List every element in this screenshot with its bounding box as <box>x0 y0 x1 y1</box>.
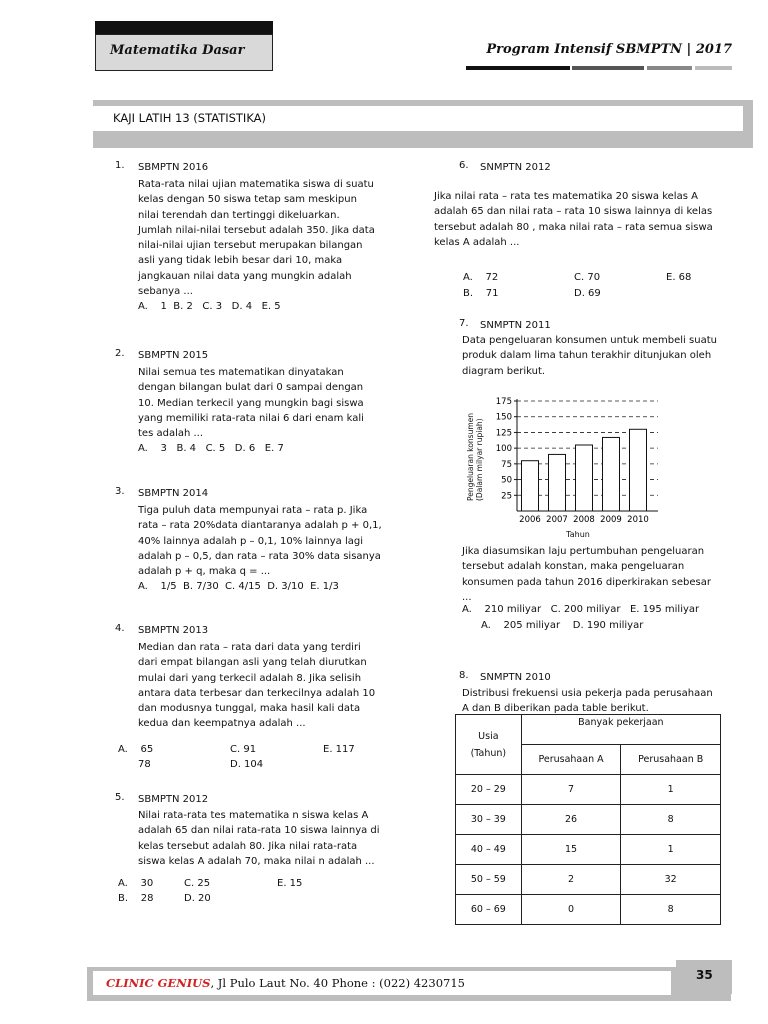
question-number: 7. <box>459 318 469 329</box>
chart-bars <box>522 429 647 511</box>
section-title: KAJI LATIH 13 (STATISTIKA) <box>113 111 267 125</box>
header-label-box <box>95 34 273 71</box>
header-usia: Usia <box>478 730 499 742</box>
answer-options: A. 205 miliyar D. 190 miliyar <box>481 620 644 631</box>
text-line: kelas dengan 50 siswa tetap sam meskipun <box>138 194 357 206</box>
text-line: antara data terbesar dan terkecilnya adalah 10 <box>138 687 376 699</box>
text-line: dengan bilangan bulat dari 0 sampai dengan <box>138 382 364 394</box>
option-e: E. 117 <box>323 744 355 755</box>
text-line: diagram berikut. <box>462 365 546 377</box>
question-source: SBMPTN 2014 <box>138 488 209 499</box>
option-c: C. 25 <box>184 878 211 889</box>
text-line: kelas A adalah ... <box>434 236 520 248</box>
text-line: Data pengeluaran konsumen untuk membeli suatu <box>462 335 717 346</box>
answer-options: A. 1/5 B. 7/30 C. 4/15 D. 3/10 E. 1/3 <box>138 581 339 593</box>
table-header-group: Banyak pekerjaan <box>521 715 720 745</box>
table-row <box>456 805 721 835</box>
cell-a: 15 <box>521 835 621 865</box>
text-line: Rata-rata nilai ujian matematika siswa di suatu <box>138 179 374 190</box>
question-5-text <box>138 808 400 869</box>
header-stripe <box>466 66 570 70</box>
cell-a: 0 <box>521 895 621 925</box>
option-b: B. 28 <box>118 893 154 904</box>
question-source: SNMPTN 2011 <box>480 320 551 331</box>
bar-2006 <box>522 461 539 511</box>
text-line: Distribusi frekuensi usia pekerja pada perusahaan <box>462 688 713 699</box>
x-tick-label: 2006 <box>519 515 541 525</box>
cell-b: 32 <box>621 865 721 895</box>
question-8-text <box>462 686 737 717</box>
cell-a: 26 <box>521 805 621 835</box>
question-2-text <box>138 365 398 457</box>
y-tick-label: 25 <box>501 491 512 502</box>
page-number: 35 <box>696 968 713 982</box>
text-line: nilai-nilai ujian tersebut merupakan bilangan <box>138 240 363 252</box>
text-line: A dan B diberikan pada table berikut. <box>462 703 649 715</box>
bar-2009 <box>603 437 620 511</box>
cell-range: 40 – 49 <box>456 835 522 865</box>
option-a: A. 30 <box>118 878 154 889</box>
option-a: A. 65 <box>118 744 154 755</box>
question-7-followup <box>462 544 737 605</box>
y-tick-label: 50 <box>501 475 512 486</box>
cell-b: 8 <box>621 805 721 835</box>
table-row <box>456 835 721 865</box>
text-line: Median dan rata – rata dari data yang terdiri <box>138 642 361 653</box>
footer-text <box>106 976 465 990</box>
text-line: dari empat bilangan asli yang telah diurutkan <box>138 657 367 669</box>
option-e: E. 15 <box>277 878 303 889</box>
question-7-text <box>462 333 737 379</box>
option-d: D. 20 <box>184 893 211 904</box>
text-line: Tiga puluh data mempunyai rata – rata p. Jika <box>138 505 368 516</box>
header-stripe <box>695 66 732 70</box>
question-source: SNMPTN 2012 <box>480 162 551 173</box>
table-header-company-a: Perusahaan A <box>521 745 621 775</box>
y-tick-label: 100 <box>495 444 512 455</box>
bar-2007 <box>549 454 566 511</box>
bar-2008 <box>576 445 593 511</box>
y-tick-label: 75 <box>501 459 512 470</box>
option-c: C. 70 <box>574 272 601 283</box>
cell-a: 2 <box>521 865 621 895</box>
text-line: dan modusnya tunggal, maka hasil kali data <box>138 703 361 715</box>
cell-range: 50 – 59 <box>456 865 522 895</box>
text-line: tersebut adalah 80 , maka nilai rata – rata semua siswa <box>434 221 713 233</box>
text-line: rata – rata 20%data diantaranya adalah p + 0,1, <box>138 520 382 532</box>
chart-x-ticks <box>519 515 649 525</box>
text-line: adalah 65 dan nilai rata – rata 10 siswa lainnya di kelas <box>434 206 713 218</box>
question-source: SNMPTN 2010 <box>480 672 551 683</box>
x-tick-label: 2008 <box>573 515 595 525</box>
text-line: adalah 65 dan nilai rata-rata 10 siswa lainnya di <box>138 825 380 837</box>
text-line: kelas tersebut adalah 80. Jika nilai rata-rata <box>138 840 358 852</box>
chart-y-ticks <box>496 397 517 501</box>
text-line: siswa kelas A adalah 70, maka nilai n adalah ... <box>138 855 375 867</box>
header-stripe <box>572 66 644 70</box>
question-1-text <box>138 177 398 315</box>
question-source: SBMPTN 2016 <box>138 162 209 173</box>
header-bar <box>95 21 273 34</box>
question-source: SBMPTN 2015 <box>138 350 209 361</box>
table-row <box>456 895 721 925</box>
cell-range: 20 – 29 <box>456 775 522 805</box>
text-line: adalah p – 0,5, dan rata – rata 30% data sisanya <box>138 550 381 562</box>
program-title: Program Intensif SBMPTN | 2017 <box>486 42 732 57</box>
question-number: 2. <box>115 348 125 359</box>
question-source: SBMPTN 2013 <box>138 625 209 636</box>
text-line: kedua dan keempatnya adalah ... <box>138 718 306 730</box>
subject-header-box <box>95 21 273 71</box>
text-line: 40% lainnya adalah p – 0,1, 10% lainnya lagi <box>138 535 364 547</box>
y-axis-label: Pengeluaran konsumen <box>466 412 475 501</box>
option-d: D. 104 <box>230 759 264 770</box>
header-tahun: (Tahun) <box>470 747 507 759</box>
option-e: E. 68 <box>666 272 692 283</box>
text-line: nilai terendah dan tertinggi dikeluarkan. <box>138 209 340 221</box>
text-line: Jika diasumsikan laju pertumbuhan pengeluaran <box>462 546 705 557</box>
option-d: D. 69 <box>574 288 601 299</box>
answer-options: A. 3 B. 4 C. 5 D. 6 E. 7 <box>138 443 284 455</box>
bar-2010 <box>630 429 647 511</box>
option-b: B. 71 <box>463 288 499 299</box>
text-line: tersebut adalah konstan, maka pengeluaran <box>462 561 685 573</box>
answer-options: A. 1 B. 2 C. 3 D. 4 E. 5 <box>138 301 281 313</box>
text-line: jangkauan nilai data yang mungkin adalah <box>138 270 352 282</box>
y-tick-label: 175 <box>495 397 512 407</box>
text-line: Jumlah nilai-nilai tersebut adalah 350. Jika data <box>138 224 375 236</box>
cell-b: 1 <box>621 835 721 865</box>
text-line: asli yang tidak lebih besar dari 10, maka <box>138 255 343 267</box>
cell-b: 1 <box>621 775 721 805</box>
text-line: produk dalam lima tahun terakhir ditunjukan oleh <box>462 350 712 362</box>
footer-brand: CLINIC GENIUS <box>106 976 211 990</box>
x-tick-label: 2010 <box>627 515 649 525</box>
question-number: 8. <box>459 670 469 681</box>
text-line: sebanya ... <box>138 286 193 298</box>
answer-options: A. 210 miliyar C. 200 miliyar E. 195 miliyar <box>462 604 700 615</box>
question-number: 4. <box>115 623 125 634</box>
table-row <box>456 865 721 895</box>
option-c: C. 91 <box>230 744 257 755</box>
table-row <box>456 775 721 805</box>
question-4-text <box>138 640 398 732</box>
y-tick-label: 125 <box>495 428 512 439</box>
footer-address: , Jl Pulo Laut No. 40 Phone : (022) 4230715 <box>210 976 465 990</box>
y-axis-label-sub: (Dalam milyar rupiah) <box>475 418 484 501</box>
x-tick-label: 2009 <box>600 515 622 525</box>
option-a: A. 72 <box>463 272 499 283</box>
question-3-text <box>138 503 400 595</box>
question-number: 3. <box>115 486 125 497</box>
y-tick-label: 150 <box>495 412 512 423</box>
cell-range: 60 – 69 <box>456 895 522 925</box>
header-stripe <box>647 66 692 70</box>
question-6-text <box>434 189 734 250</box>
question-number: 5. <box>115 792 125 803</box>
question-number: 6. <box>459 160 469 171</box>
text-line: mulai dari yang terkecil adalah 8. Jika selisih <box>138 672 362 684</box>
frequency-table <box>455 714 721 925</box>
text-line: Jika nilai rata – rata tes matematika 20 siswa kelas A <box>434 191 698 202</box>
subject-title: Matematika Dasar <box>110 43 245 58</box>
text-line: Nilai semua tes matematikan dinyatakan <box>138 367 344 378</box>
x-tick-label: 2007 <box>546 515 568 525</box>
text-line: adalah p + q, maka q = ... <box>138 566 271 578</box>
text-line: Nilai rata-rata tes matematika n siswa kelas A <box>138 810 369 821</box>
table-header-age <box>456 715 522 775</box>
text-line: ... <box>462 591 472 603</box>
text-line: 10. Median terkecil yang mungkin bagi siswa <box>138 397 364 409</box>
option-b: 78 <box>138 759 151 770</box>
cell-a: 7 <box>521 775 621 805</box>
cell-range: 30 – 39 <box>456 805 522 835</box>
text-line: yang memiliki rata-rata nilai 6 dari enam kali <box>138 412 364 424</box>
question-number: 1. <box>115 160 125 171</box>
cell-b: 8 <box>621 895 721 925</box>
table-header-company-b: Perusahaan B <box>621 745 721 775</box>
spending-bar-chart <box>462 393 672 543</box>
text-line: tes adalah ... <box>138 428 204 440</box>
x-axis-label: Tahun <box>566 530 590 539</box>
text-line: konsumen pada tahun 2016 diperkirakan sebesar <box>462 576 711 588</box>
question-source: SBMPTN 2012 <box>138 794 209 805</box>
